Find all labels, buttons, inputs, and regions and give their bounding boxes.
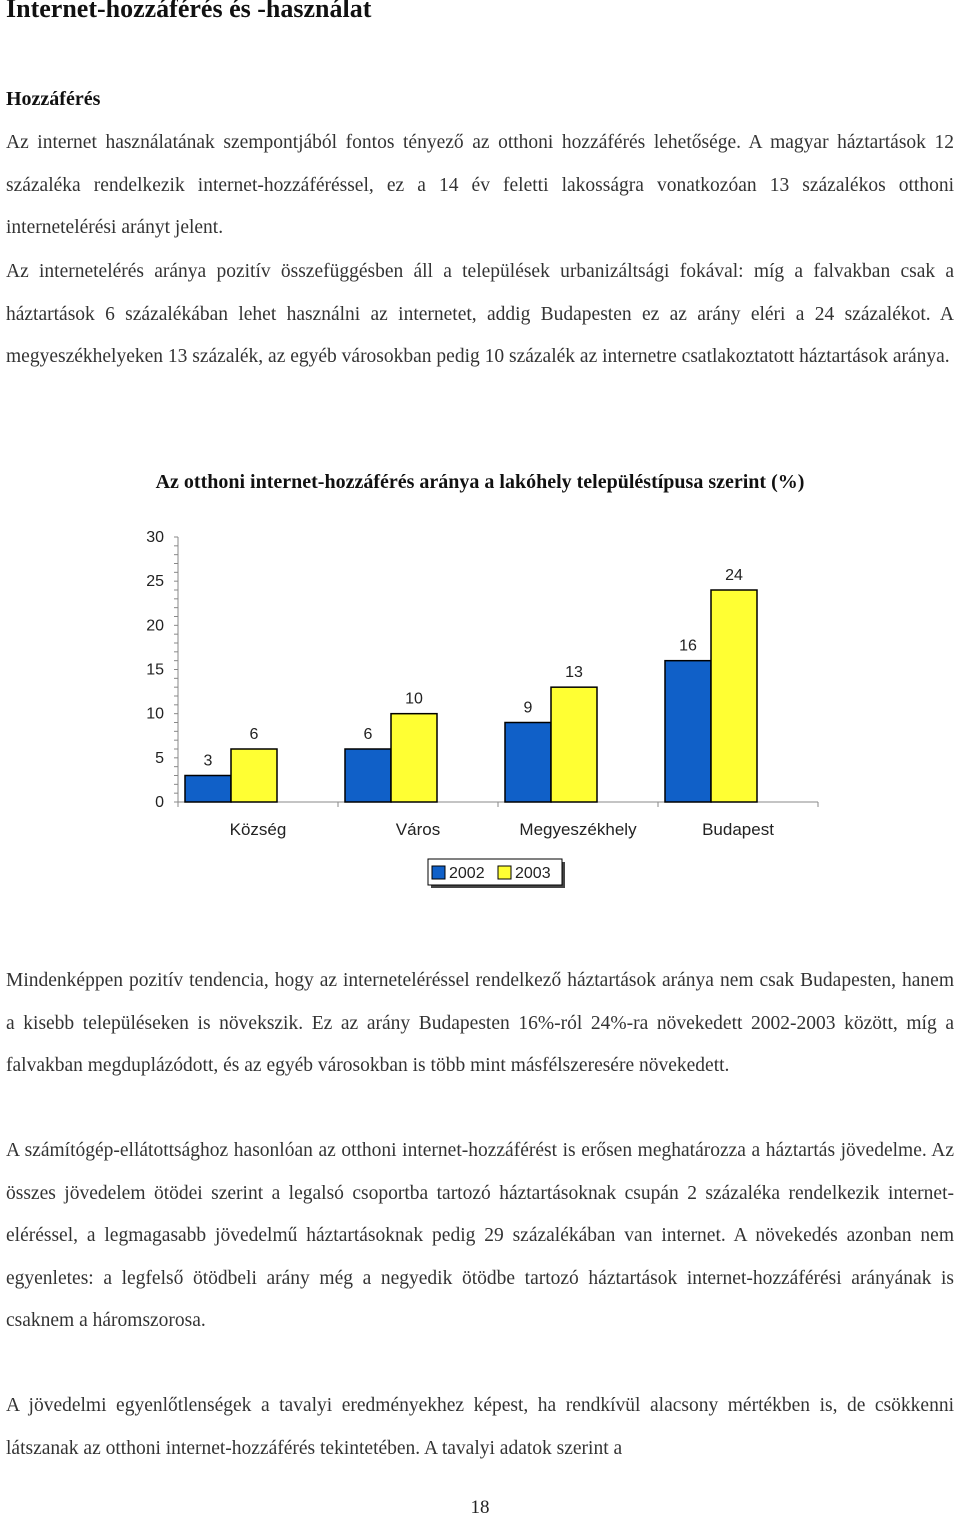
bar-2003 — [391, 714, 437, 802]
y-tick-label: 15 — [146, 661, 164, 679]
data-label: 10 — [405, 690, 423, 708]
legend-swatch-2003 — [498, 866, 511, 879]
data-label: 24 — [725, 567, 743, 584]
x-tick-label: Község — [229, 820, 287, 839]
x-tick-label: Megyeszékhely — [519, 820, 637, 839]
data-label: 3 — [203, 752, 213, 770]
bar-2002 — [185, 776, 231, 803]
paragraph: A jövedelmi egyenlőtlenségek a tavalyi eredményekhez képest, ha rendkívül alacsony mértékben is, de csökkenni látszanak az otthoni internet-hozzáférés tekintetében. A tavalyi adatok szerint a — [6, 1395, 954, 1459]
bar-2003 — [711, 590, 757, 802]
y-tick-label: 25 — [146, 573, 164, 591]
bar-chart — [0, 520, 960, 900]
y-tick-label: 5 — [155, 749, 164, 767]
x-tick-label: Város — [395, 820, 441, 839]
legend-swatch-2002 — [432, 866, 445, 879]
legend-label: 2003 — [515, 865, 551, 882]
data-label: 16 — [679, 637, 697, 655]
bar-2003 — [231, 749, 277, 802]
bar-2003 — [551, 687, 597, 802]
y-tick-label: 20 — [146, 617, 164, 635]
page-number: 18 — [470, 1497, 490, 1518]
bar-2002 — [665, 661, 711, 802]
paragraph: Az internetelérés aránya pozitív összefüggésben áll a települések urbanizáltsági fokával: míg a falvakban csak a háztartások 6 százalékában lehet használni az internetet, addig Budapesten ez az arány eléri a 24 százalékot. A megyeszékhelyeken 13 százalék, az egyéb városokban pedig 10 százalék az internetre csatlakoztatott háztartások aránya. — [6, 261, 954, 367]
y-tick-label: 10 — [146, 705, 164, 723]
paragraph: Az internet használatának szempontjából fontos tényező az otthoni hozzáférés lehetősége. A magyar háztartások 12 százaléka rendelkezik internet-hozzáféréssel, ez a 14 év feletti lakosságra vonatkozóan 13 százalékos otthoni internetelérési arányt jelent. — [6, 132, 954, 238]
y-tick-label: 30 — [146, 529, 164, 546]
section-heading: Hozzáférés — [6, 88, 101, 110]
y-tick-label: 0 — [155, 794, 164, 811]
bar-2002 — [345, 749, 391, 802]
data-label: 6 — [363, 726, 373, 743]
data-label: 13 — [565, 664, 583, 682]
chart-title: Az otthoni internet-hozzáférés aránya a lakóhely településtípusa szerint (%) — [155, 471, 805, 493]
paragraph: A számítógép-ellátottsághoz hasonlóan az otthoni internet-hozzáférést is erősen meghatározza a háztartás jövedelme. Az összes jövedelem ötödei szerint a legalsó csoportba tartozó háztartásoknak csupán 2 százaléka rendelkezik interneteléréssel, a legmagasabb jövedelmű háztartásoknak pedig 29 százalékában van internet. A növekedés azonban nem egyenletes: a legfelső ötödbeli arány még a negyedik ötödbe tartozó háztartások internet-hozzáférési arányának is csaknem a háromszorosa. — [6, 1140, 954, 1331]
legend-label: 2002 — [449, 865, 485, 882]
x-tick-label: Budapest — [702, 820, 774, 839]
data-label: 6 — [249, 726, 259, 743]
page-title: Internet-hozzáférés és -használat — [6, 0, 372, 23]
bar-2002 — [505, 723, 551, 803]
data-label: 9 — [523, 699, 533, 717]
paragraph: Mindenképpen pozitív tendencia, hogy az interneteléréssel rendelkező háztartások aránya nem csak Budapesten, hanem a kisebb településeken is növekszik. Ez az arány Budapesten 16%-ról 24%-ra növekedett 2002-2003 között, míg a falvakban megduplázódott, és az egyéb városokban is több mint másfélszeresére növekedett. — [6, 970, 954, 1076]
